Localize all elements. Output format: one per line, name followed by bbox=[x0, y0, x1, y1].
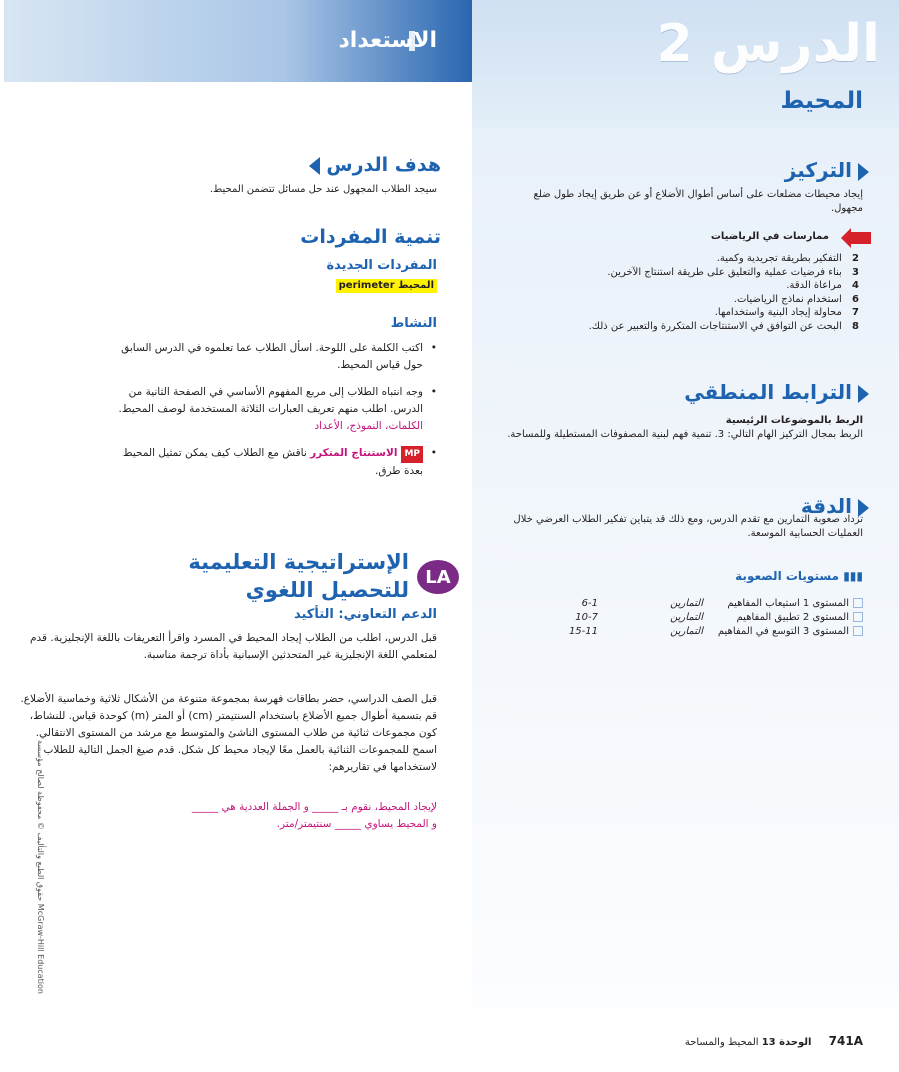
difficulty-heading: ▮▮▮ مستويات الصعوبة bbox=[735, 569, 863, 583]
copyright-sidebar: حقوق الطبع والتأليف © محفوظة لصالح مؤسسة McGraw-Hill Education bbox=[36, 740, 45, 994]
practices-title: ممارسات في الرياضيات bbox=[710, 231, 829, 242]
page-footer: 741A الوحدة 13 المحيط والمساحة bbox=[684, 1034, 863, 1048]
coop-paragraph-2: قبل الصف الدراسي، حضر بطاقات فهرسة بمجموعة متنوعة من الأشكال ثلاثية وخماسية الأضلاع. قم بتسمية أطوال جميع الأضلاع باستخدام السنتيمتر (cm) أو المتر (m) كوحدة قياس. للنشاط، كون مجموعات ثنائية من طلاب المستوى الناشئ والمتوسط مع مرشد من المستوى الانتقالي. اسمح للمجموعات الثنائية بالعمل معًا لإيجاد محيط كل شكل. قدم صيغ الجمل التالية للطلاب لاستخدامها في تقاريرهم: bbox=[20, 693, 437, 773]
list-item: 3 بناء فرضيات عملية والتعليق على طريقة استنتاج الآخرين. bbox=[607, 266, 859, 278]
rigor-heading: الدقة bbox=[801, 494, 869, 518]
difficulty-table bbox=[503, 598, 863, 640]
triangle-icon bbox=[309, 157, 320, 175]
list-item: 8 البحث عن التوافق في الاستنتاجات المتكررة والتعبير عن ذلك. bbox=[588, 320, 859, 332]
activity-list bbox=[107, 340, 437, 490]
triangle-icon bbox=[858, 163, 869, 181]
mp-arrow-icon bbox=[841, 228, 871, 248]
list-item: 2 التفكير بطريقة تجريدية وكمية. bbox=[716, 253, 859, 264]
coherence-subheading: الربط بالموضوعات الرئيسية bbox=[725, 415, 863, 426]
activity-heading: النشاط bbox=[390, 316, 437, 331]
prep-title: الاستعداد bbox=[338, 28, 437, 53]
vocab-term: المحيط perimeter bbox=[336, 279, 437, 293]
coherence-body: الربط بمجال التركيز الهام التالي: 3. تنمية فهم لبنية المصفوفات المستطيلة وللمساحة. bbox=[507, 429, 863, 440]
lesson-subtitle: المحيط bbox=[780, 88, 863, 114]
list-item: • MPالاستنتاج المتكرر ناقش مع الطلاب كيف يمكن تمثيل المحيط بعدة طرق. bbox=[107, 445, 437, 480]
list-item: • وجه انتباه الطلاب إلى مربع المفهوم الأساسي في الصفحة الثانية من الدرس. اطلب منهم تعريف العبارات الثلاثة المستخدمة لوصف المحيط. الكلمات، النموذج، الأعداد bbox=[107, 384, 437, 435]
vocab-heading: تنمية المفردات bbox=[300, 226, 441, 248]
la-badge-icon: LA bbox=[417, 560, 459, 594]
rigor-body: تزداد صعوبة التمارين مع تقدم الدرس، ومع ذلك قد يتباين تفكير الطلاب العرضي خلال العمليات الحسابية الموسعة. bbox=[513, 514, 863, 539]
lesson-title: الدرس 2 bbox=[656, 14, 880, 74]
coop-heading: الدعم التعاوني: التأكيد bbox=[293, 607, 437, 622]
new-vocab-heading: المفردات الجديدة bbox=[326, 258, 437, 273]
focus-body: إيجاد محيطات مضلعات على أساس أطوال الأضلاع أو عن طريق إيجاد طول ضلع مجهول. bbox=[533, 189, 863, 214]
table-row: المستوى 1 استيعاب المفاهيم التمارين 6-1 bbox=[503, 598, 863, 612]
triangle-icon bbox=[858, 385, 869, 403]
bars-icon: ▮▮▮ bbox=[843, 569, 863, 583]
page-number: 741A bbox=[828, 1034, 863, 1048]
focus-heading: التركيز bbox=[785, 158, 869, 182]
list-item: • اكتب الكلمة على اللوحة. اسأل الطلاب عما تعلموه في الدرس السابق حول قياس المحيط. bbox=[107, 340, 437, 374]
la-heading: الإستراتيجية التعليمية للتحصيل اللغوي bbox=[188, 550, 409, 602]
practices-list bbox=[529, 252, 859, 333]
sentence-frames: لإيجاد المحيط، نقوم بـ _____ و الجملة العددية هي _____ و المحيط يساوي _____ سنتيمتر/متر. bbox=[191, 801, 437, 830]
list-item: 7 محاولة إيجاد البنية واستخدامها. bbox=[714, 307, 859, 318]
level-icon bbox=[853, 612, 863, 622]
list-item: 6 استخدام نماذج الرياضيات. bbox=[733, 293, 859, 305]
list-item: 4 مراعاة الدقة. bbox=[786, 280, 859, 291]
coherence-heading: الترابط المنطقي bbox=[684, 380, 869, 404]
table-row: المستوى 2 تطبيق المفاهيم التمارين 10-7 bbox=[503, 612, 863, 626]
goal-body: سيجد الطلاب المجهول عند حل مسائل تتضمن المحيط. bbox=[209, 184, 437, 195]
level-icon bbox=[853, 626, 863, 636]
level-icon bbox=[853, 598, 863, 608]
table-row: المستوى 3 التوسع في المفاهيم التمارين 15-11 bbox=[503, 626, 863, 640]
coop-paragraph-1: قبل الدرس، اطلب من الطلاب إيجاد المحيط في المسرد واقرأ التعريفات باللغة الإنجليزية. قدم لمتعلمي اللغة الإنجليزية غير المتحدثين الإسبانية بأداة ترجمة مناسبة. bbox=[29, 632, 437, 661]
mp-arrow-icon: MP bbox=[401, 446, 423, 463]
goal-heading: هدف الدرس bbox=[309, 154, 441, 176]
